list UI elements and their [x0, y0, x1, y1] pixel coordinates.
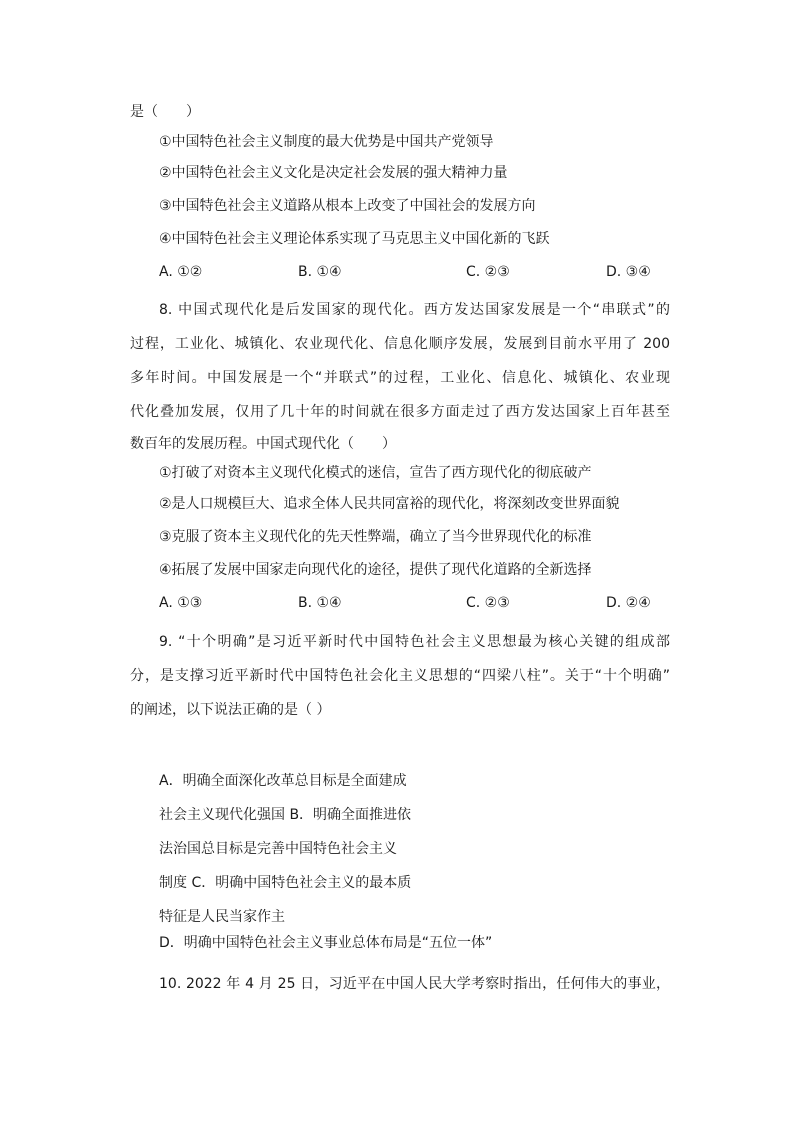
q8-statement-2: ②是人口规模巨大、追求全体人民共同富裕的现代化，将深刻改变世界面貌	[159, 496, 620, 512]
q7-choice-c: C. ②③	[466, 264, 510, 280]
q8-choice-d: D. ②④	[606, 595, 651, 611]
q7-choice-d: D. ③④	[606, 264, 651, 280]
q8-choice-a: A. ①③	[159, 595, 203, 611]
q8-statement-3: ③克服了资本主义现代化的先天性弊端，确立了当今世界现代化的标准	[159, 529, 592, 545]
q9-option-line-6: D．明确中国特色社会主义事业总体布局是“五位一体”	[159, 935, 493, 951]
q9-option-line-5: 特征是人民当家作主	[159, 909, 285, 925]
q9-stem-line-1: 9. “十个明确”是习近平新时代中国特色社会主义思想最为核心关键的组成部	[159, 634, 670, 650]
q8-choice-c: C. ②③	[466, 595, 510, 611]
q9-stem-line-3: 的阐述，以下说法正确的是（ ）	[130, 702, 331, 718]
q8-stem-line-1: 8. 中国式现代化是后发国家的现代化。西方发达国家发展是一个“串联式”的	[159, 302, 670, 318]
q7-statement-4: ④中国特色社会主义理论体系实现了马克思主义中国化新的飞跃	[159, 231, 550, 247]
q9-stem-line-2: 分，是支撑习近平新时代中国特色社会化主义思想的“四梁八柱”。关于“十个明确”	[130, 668, 670, 684]
q8-statement-1: ①打破了对资本主义现代化模式的迷信，宣告了西方现代化的彻底破产	[159, 465, 592, 481]
q9-option-line-1: A．明确全面深化改革总目标是全面建成	[159, 773, 407, 789]
q7-statement-3: ③中国特色社会主义道路从根本上改变了中国社会的发展方向	[159, 198, 536, 214]
q7-choice-b: B. ①④	[298, 264, 342, 280]
q9-option-line-2: 社会主义现代化强国 B．明确全面推进依	[159, 807, 412, 823]
q8-stem-line-3: 多年时间。中国发展是一个“并联式”的过程，工业化、信息化、城镇化、农业现	[130, 370, 670, 386]
q9-option-line-3: 法治国总目标是完善中国特色社会主义	[159, 841, 397, 857]
q10-stem-line-1: 10. 2022 年 4 月 25 日，习近平在中国人民大学考察时指出，任何伟大的事业，	[159, 976, 670, 992]
q8-stem-line-4: 代化叠加发展，仅用了几十年的时间就在很多方面走过了西方发达国家上百年甚至	[130, 404, 670, 420]
q9-option-line-4: 制度 C．明确中国特色社会主义的最本质	[159, 875, 412, 891]
q7-statement-2: ②中国特色社会主义文化是决定社会发展的强大精神力量	[159, 165, 508, 181]
q7-choice-a: A. ①②	[159, 264, 203, 280]
q7-stem-tail: 是（ ）	[130, 104, 200, 120]
q8-stem-line-5: 数百年的发展历程。中国式现代化（ ）	[130, 436, 396, 452]
q7-statement-1: ①中国特色社会主义制度的最大优势是中国共产党领导	[159, 134, 494, 150]
q8-stem-line-2: 过程，工业化、城镇化、农业现代化、信息化顺序发展，发展到目前水平用了 200	[130, 336, 670, 352]
q8-statement-4: ④拓展了发展中国家走向现代化的途径，提供了现代化道路的全新选择	[159, 562, 592, 578]
q8-choice-b: B. ①④	[298, 595, 342, 611]
